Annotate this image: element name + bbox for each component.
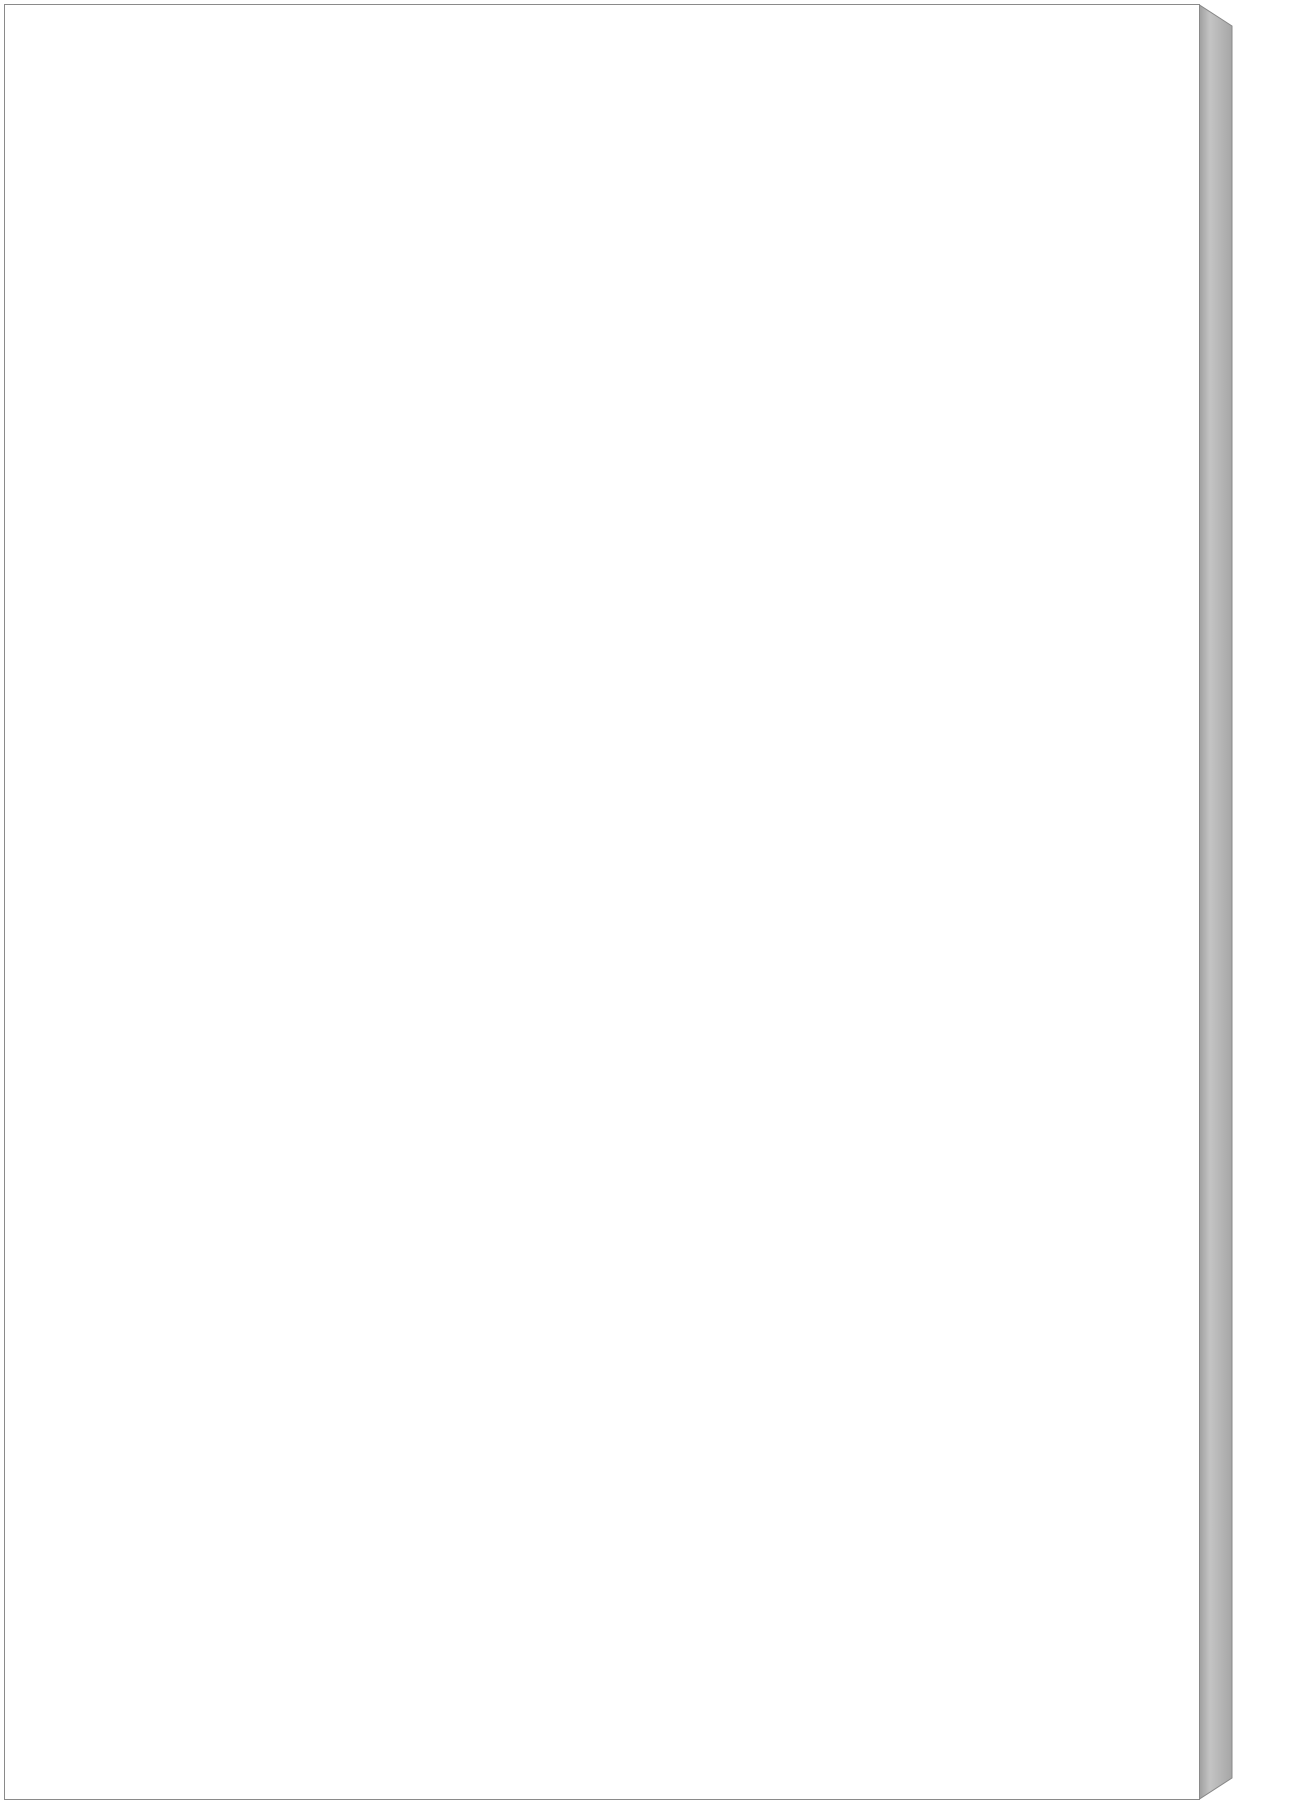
book-edge bbox=[1198, 4, 1238, 1800]
book-page bbox=[4, 4, 1200, 1800]
